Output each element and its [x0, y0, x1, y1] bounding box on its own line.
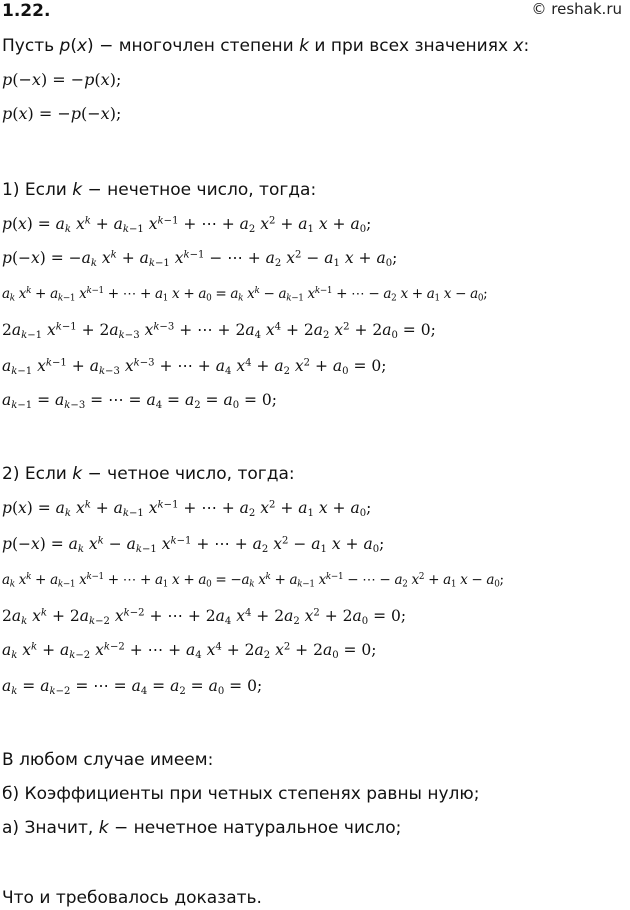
case1-equation: $p(x) = a_k$ $x^k + a_{k-1}$ $x^{k-1}$ + ⋯ + $a_2$ $x^2 + a_1$ $x + a_0$; [2, 215, 372, 236]
case1-equation: $a_{k-1} = a_{k-3}$ = ⋯ = $a_4 = a_2 = a_0 = 0$; [2, 391, 278, 412]
intro-statement: Пусть p(x) − многочлен степени k и при всех значениях x: [2, 36, 530, 56]
case2-equation: $p(x) = a_k$ $x^k + a_{k-1}$ $x^{k-1}$ + ⋯ + $a_2$ $x^2 + a_1$ $x + a_0$; [2, 499, 372, 520]
case1-equation: $a_{k-1}$ $x^{k-1} + a_{k-3}$ $x^{k-3}$ + ⋯ + $a_4$ $x^4 + a_2$ $x^2 + a_0 = 0$; [2, 357, 387, 378]
conclusion-item-a: а) Значит, k − нечетное натуральное число; [2, 818, 402, 838]
case1-heading: 1) Если k − нечетное число, тогда: [2, 180, 317, 200]
case2-equation: $a_k$ $x^k + a_{k-1}$ $x^{k-1}$ + ⋯ + $a_1$ $x + a_0 = -a_k$ $x^k + a_{k-1}$ $x^{k-1}$ − ⋯ − $a_2$ $x^2 + a_1$ $x - a_0$; [2, 572, 504, 590]
header [0, 0, 630, 22]
case2-heading: 2) Если k − четное число, тогда: [2, 464, 295, 484]
conclusion-intro: В любом случае имеем: [2, 750, 214, 770]
case2-equation: $p(-x) = a_k$ $x^k - a_{k-1}$ $x^{k-1}$ + ⋯ + $a_2$ $x^2 - a_1$ $x + a_0$; [2, 535, 385, 556]
intro-equation-1: p(−x) = −p(x); [2, 70, 122, 89]
watermark: © reshak.ru [531, 0, 622, 18]
problem-number: 1.22. [2, 1, 51, 21]
intro-equation-2: p(x) = −p(−x); [2, 104, 122, 123]
qed-text: Что и требовалось доказать. [2, 888, 262, 908]
case1-equation: $a_k$ $x^k + a_{k-1}$ $x^{k-1}$ + ⋯ + $a_1$ $x + a_0 = a_k$ $x^k - a_{k-1}$ $x^{k-1}$ + ⋯ − $a_2$ $x + a_1$ $x - a_0$; [2, 286, 488, 304]
case2-equation: $a_k$ $x^k + a_{k-2}$ $x^{k-2}$ + ⋯ + $a_4$ $x^4 + 2a_2$ $x^2 + 2a_0 = 0$; [2, 641, 377, 662]
conclusion-item-b: б) Коэффициенты при четных степенях равны нулю; [2, 784, 480, 804]
case1-equation: $p(-x) = -a_k$ $x^k + a_{k-1}$ $x^{k-1}$ − ⋯ + $a_2$ $x^2 - a_1$ $x + a_0$; [2, 249, 398, 270]
case2-equation: $a_k = a_{k-2}$ = ⋯ = $a_4 = a_2 = a_0 = 0$; [2, 677, 263, 698]
case1-equation: $2a_{k-1}$ $x^{k-1} + 2a_{k-3}$ $x^{k-3}$ + ⋯ + $2a_4$ $x^4 + 2a_2$ $x^2 + 2a_0 = 0$; [2, 321, 436, 342]
case2-equation: $2a_k$ $x^k + 2a_{k-2}$ $x^{k-2}$ + ⋯ + $2a_4$ $x^4 + 2a_2$ $x^2 + 2a_0 = 0$; [2, 607, 407, 628]
